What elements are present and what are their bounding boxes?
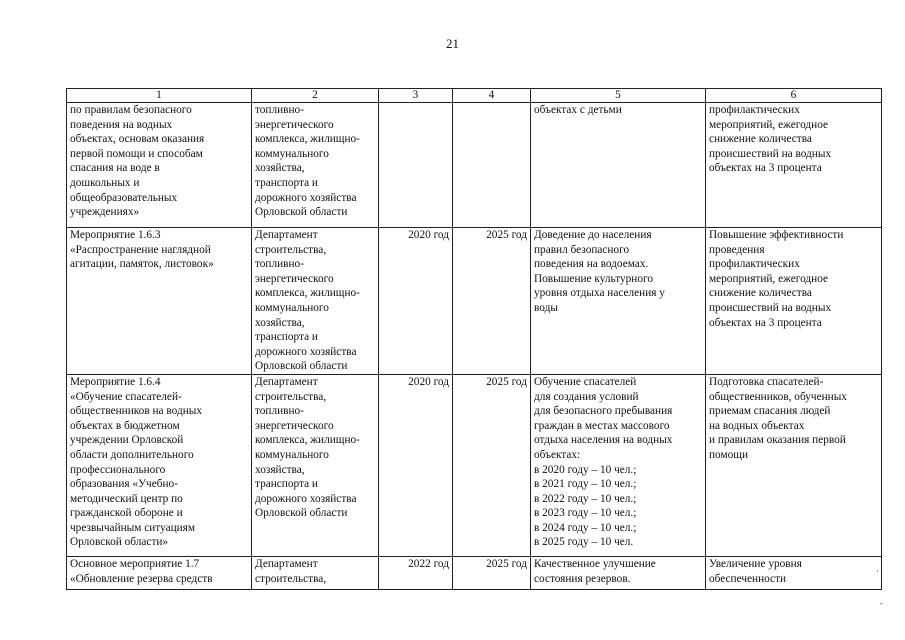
measure-name-cell: Мероприятие 1.6.3 «Распространение наглядной агитации, памяток, листовок» — [67, 228, 252, 375]
indicator-link-cell: Увеличение уровня обеспеченности — [706, 556, 882, 589]
program-measures-table — [66, 88, 882, 590]
expected-result-cell: Обучение спасателей для создания условий для безопасного пребывания граждан в местах массового отдыха населения на водных объектах: в 2020 году – 10 чел.; в 2021 году – 10 чел.; в 2022 году – 10 чел.; в 2023 году – 10 чел.; в 2024 году – 10 чел.; в 2025 году – 10 чел. — [531, 374, 706, 556]
table-row — [67, 374, 882, 556]
start-year-cell: 2020 год — [379, 374, 453, 556]
end-year-cell: 2025 год — [453, 228, 531, 375]
executor-cell: Департамент строительства, топливно- энергетического комплекса, жилищно- коммунального хозяйства, транспорта и дорожного хозяйства Орловской области — [252, 228, 379, 375]
column-header: 4 — [453, 89, 531, 103]
column-header: 2 — [252, 89, 379, 103]
expected-result-cell: Доведение до населения правил безопасного поведения на водоемах. Повышение культурного уровня отдыха населения у воды — [531, 228, 706, 375]
executor-cell: топливно- энергетического комплекса, жилищно- коммунального хозяйства, транспорта и дорожного хозяйства Орловской области — [252, 103, 379, 228]
indicator-link-cell: профилактических мероприятий, ежегодное снижение количества происшествий на водных объектах на 3 процента — [706, 103, 882, 228]
table-row — [67, 103, 882, 228]
table-row — [67, 556, 882, 589]
start-year-cell — [379, 103, 453, 228]
scan-mark: - — [880, 598, 883, 608]
expected-result-cell: объектах с детьми — [531, 103, 706, 228]
expected-result-cell: Качественное улучшение состояния резервов. — [531, 556, 706, 589]
table-row — [67, 228, 882, 375]
column-header: 6 — [706, 89, 882, 103]
measure-name-cell: по правилам безопасного поведения на водных объектах, основам оказания первой помощи и способам спасания на воде в дошкольных и общеобразовательных учреждениях» — [67, 103, 252, 228]
scan-mark: · — [876, 566, 879, 576]
executor-cell: Департамент строительства, — [252, 556, 379, 589]
indicator-link-cell: Подготовка спасателей- общественников, обученных приемам спасания людей на водных объектах и правилам оказания первой помощи — [706, 374, 882, 556]
end-year-cell — [453, 103, 531, 228]
start-year-cell: 2020 год — [379, 228, 453, 375]
indicator-link-cell: Повышение эффективности проведения профилактических мероприятий, ежегодное снижение количества происшествий на водных объектах на 3 процента — [706, 228, 882, 375]
measure-name-cell: Основное мероприятие 1.7 «Обновление резерва средств — [67, 556, 252, 589]
column-header: 5 — [531, 89, 706, 103]
page-number: 21 — [446, 36, 459, 51]
measure-name-cell: Мероприятие 1.6.4 «Обучение спасателей- общественников на водных объектах в бюджетном учреждении Орловской области дополнительного профессионального образования «Учебно- методический центр по гражданской обороне и чрезвычайным ситуациям Орловской области» — [67, 374, 252, 556]
table-header-row — [67, 89, 882, 103]
executor-cell: Департамент строительства, топливно- энергетического комплекса, жилищно- коммунального хозяйства, транспорта и дорожного хозяйства Орловской области — [252, 374, 379, 556]
column-header: 3 — [379, 89, 453, 103]
column-header: 1 — [67, 89, 252, 103]
end-year-cell: 2025 год — [453, 556, 531, 589]
start-year-cell: 2022 год — [379, 556, 453, 589]
end-year-cell: 2025 год — [453, 374, 531, 556]
